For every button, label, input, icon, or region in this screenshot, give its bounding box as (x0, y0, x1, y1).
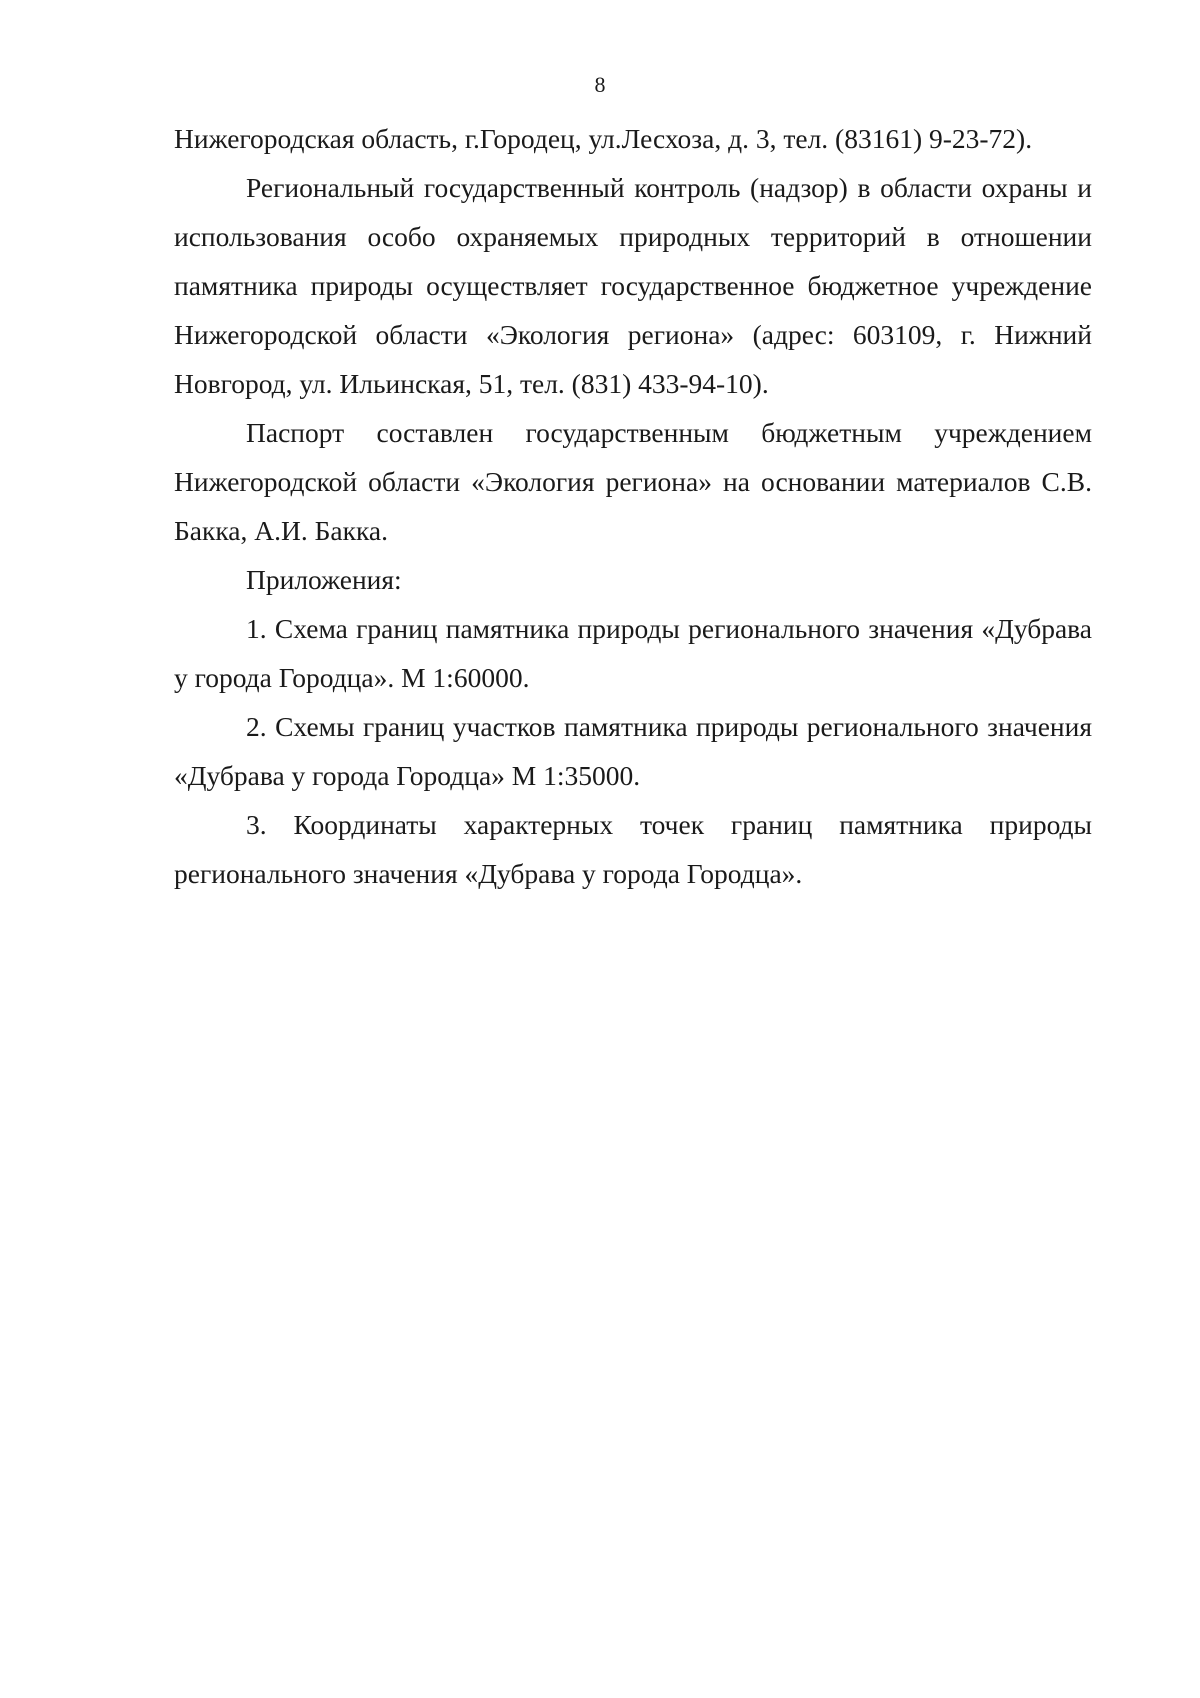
paragraph-address-continuation: Нижегородская область, г.Городец, ул.Лесхоза, д. 3, тел. (83161) 9-23-72). (174, 123, 1033, 154)
appendix-item-1: 1. Схема границ памятника природы регионального значения «Дубрава у города Городца». М 1:60000. (174, 613, 1092, 693)
document-body (174, 114, 1092, 898)
appendix-item-3: 3. Координаты характерных точек границ памятника природы регионального значения «Дубрава у города Городца». (174, 809, 1092, 889)
paragraph-regional-control: Региональный государственный контроль (надзор) в области охраны и использования особо охраняемых природных территорий в отношении памятника природы осуществляет государственное бюджетное учреждение Нижегородской области «Экология региона» (адрес: 603109, г. Нижний Новгород, ул. Ильинская, 51, тел. (831) 433-94-10). (174, 172, 1092, 399)
paragraph-passport-author: Паспорт составлен государственным бюджетным учреждением Нижегородской области «Экология региона» на основании материалов С.В. Бакка, А.И. Бакка. (174, 417, 1092, 546)
appendices-heading: Приложения: (246, 564, 402, 595)
appendix-item-2: 2. Схемы границ участков памятника природы регионального значения «Дубрава у города Городца» М 1:35000. (174, 711, 1092, 791)
page-number: 8 (594, 72, 606, 97)
